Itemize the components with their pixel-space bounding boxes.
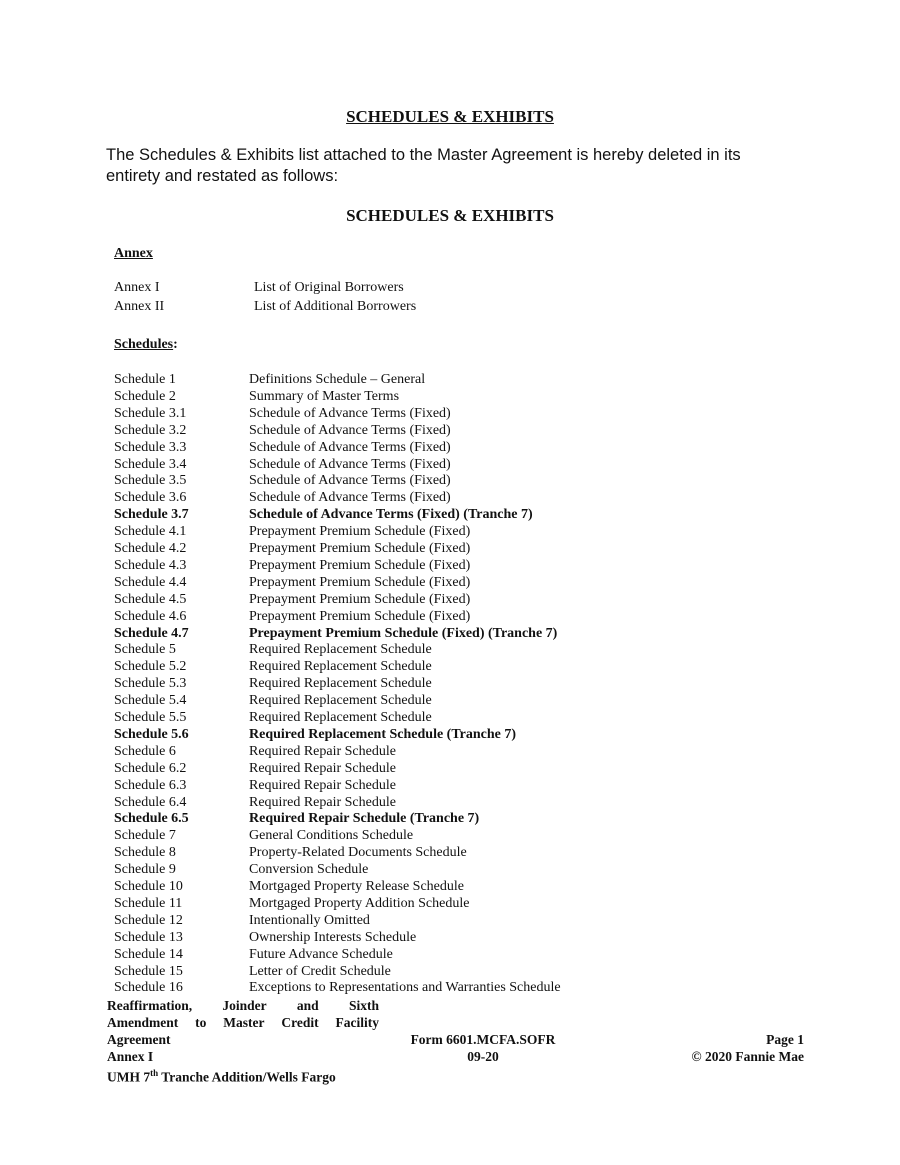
schedule-description: Schedule of Advance Terms (Fixed) <box>249 456 451 472</box>
annex-description: List of Original Borrowers <box>254 280 404 295</box>
schedule-row <box>114 810 479 827</box>
schedule-description: Prepayment Premium Schedule (Fixed) <box>249 574 471 590</box>
schedule-description: Required Replacement Schedule <box>249 659 432 675</box>
schedule-description: Prepayment Premium Schedule (Fixed) <box>249 557 471 573</box>
footer-title-word: Amendment <box>107 1015 179 1030</box>
schedule-description: Required Repair Schedule <box>249 777 396 793</box>
schedule-row <box>114 794 396 811</box>
schedule-label: Schedule 16 <box>114 980 183 996</box>
schedule-label: Schedule 6.2 <box>114 760 187 776</box>
footer-page-number: Page 1 <box>766 1032 804 1047</box>
schedule-label: Schedule 6 <box>114 743 176 759</box>
footer-title-word: Facility <box>335 1015 379 1030</box>
schedule-row <box>114 979 561 996</box>
schedule-row <box>114 641 432 658</box>
schedule-label: Schedule 12 <box>114 912 183 928</box>
schedule-label: Schedule 3.2 <box>114 422 187 438</box>
schedule-description: Required Replacement Schedule <box>249 710 432 725</box>
footer-title-word: Reaffirmation, <box>107 998 193 1013</box>
schedule-label: Schedule 3.6 <box>114 490 187 506</box>
schedule-description: Mortgaged Property Addition Schedule <box>249 895 470 911</box>
schedule-row <box>114 456 451 473</box>
schedule-label: Schedule 6.4 <box>114 794 187 810</box>
footer-title-line-3: Agreement <box>107 1032 171 1047</box>
schedule-row <box>114 405 451 422</box>
schedule-row <box>114 963 391 980</box>
schedule-row <box>114 591 470 608</box>
schedule-row <box>114 371 425 388</box>
schedule-label: Schedule 3.3 <box>114 439 187 455</box>
schedule-description: Conversion Schedule <box>249 862 369 878</box>
schedule-row <box>114 692 432 709</box>
footer-copyright: © 2020 Fannie Mae <box>691 1049 804 1064</box>
schedule-description: Mortgaged Property Release Schedule <box>249 879 464 894</box>
schedule-row <box>114 726 516 743</box>
schedule-description: Schedule of Advance Terms (Fixed) <box>249 422 451 438</box>
schedule-label: Schedule 5.4 <box>114 693 187 709</box>
annex-description: List of Additional Borrowers <box>254 299 417 314</box>
schedule-row <box>114 709 432 726</box>
schedule-row <box>114 895 469 912</box>
schedule-label: Schedule 5.3 <box>114 676 187 692</box>
schedule-description: Future Advance Schedule <box>249 946 393 962</box>
annex-heading: Annex <box>114 246 153 261</box>
footer-title-word: and <box>296 998 319 1013</box>
annex-label: Annex I <box>114 280 160 295</box>
schedule-label: Schedule 10 <box>114 879 183 894</box>
schedule-label: Schedule 6.3 <box>114 777 187 793</box>
schedule-label: Schedule 8 <box>114 845 176 861</box>
schedule-row <box>114 777 396 794</box>
schedule-label: Schedule 5.6 <box>114 726 189 742</box>
schedule-row <box>114 625 557 642</box>
schedule-description: Intentionally Omitted <box>249 912 370 928</box>
schedule-description: Property-Related Documents Schedule <box>249 845 467 861</box>
schedules-heading-text: Schedules <box>114 337 174 352</box>
schedule-description: Schedule of Advance Terms (Fixed) <box>249 473 451 489</box>
footer-tranche-sup: th <box>150 1068 159 1078</box>
schedule-description: Prepayment Premium Schedule (Fixed) <box>249 541 471 556</box>
footer-tranche-prefix: UMH 7 <box>107 1069 151 1085</box>
footer-title-word: Master <box>223 1015 265 1030</box>
schedule-label: Schedule 1 <box>114 372 176 387</box>
schedule-row <box>114 760 396 777</box>
section-title: SCHEDULES & EXHIBITS <box>346 206 554 225</box>
footer-document-title <box>107 997 379 1086</box>
schedule-label: Schedule 3.5 <box>114 473 187 489</box>
schedule-row <box>114 506 533 523</box>
schedule-label: Schedule 3.7 <box>114 507 189 523</box>
schedules-heading-colon: : <box>173 337 178 352</box>
intro-paragraph: The Schedules & Exhibits list attached to the Master Agreement is hereby deleted in its entirety and restated as follows: <box>106 146 741 185</box>
schedule-row <box>114 472 451 489</box>
footer-page-info <box>660 1031 804 1065</box>
footer-title-word: to <box>195 1015 207 1030</box>
schedule-label: Schedule 3.4 <box>114 456 187 472</box>
schedule-label: Schedule 2 <box>114 388 176 404</box>
footer-title-word: Joinder <box>222 998 267 1013</box>
footer-form-number: Form 6601.MCFA.SOFR <box>410 1032 556 1047</box>
schedule-row <box>114 523 470 540</box>
schedule-row <box>114 912 370 929</box>
schedule-description: Required Replacement Schedule <box>249 676 432 692</box>
schedule-label: Schedule 5.2 <box>114 659 187 675</box>
annex-label: Annex II <box>114 299 165 314</box>
footer-form-info <box>403 1031 563 1065</box>
schedule-label: Schedule 4.1 <box>114 524 187 540</box>
schedule-description: Prepayment Premium Schedule (Fixed) <box>249 608 471 624</box>
schedule-description: Required Repair Schedule (Tranche 7) <box>249 811 480 827</box>
schedule-label: Schedule 4.6 <box>114 608 187 624</box>
schedule-row <box>114 844 467 861</box>
schedule-description: Required Repair Schedule <box>249 794 396 810</box>
schedule-row <box>114 489 451 506</box>
schedule-description: Schedule of Advance Terms (Fixed) (Tranche 7) <box>249 507 533 523</box>
schedule-row <box>114 675 432 692</box>
schedule-row <box>114 658 432 675</box>
schedule-row <box>114 743 396 760</box>
footer-title-word: Credit <box>281 1015 319 1030</box>
schedule-row <box>114 861 368 878</box>
footer-annex: Annex I <box>107 1049 154 1064</box>
schedule-row <box>114 574 470 591</box>
schedule-label: Schedule 6.5 <box>114 811 189 827</box>
footer-tranche-suffix: Tranche Addition/Wells Fargo <box>158 1069 336 1085</box>
schedule-row <box>114 422 451 439</box>
schedule-label: Schedule 4.4 <box>114 574 187 590</box>
footer-title-word: Sixth <box>348 998 379 1013</box>
schedule-row <box>114 878 464 895</box>
schedule-description: Required Replacement Schedule (Tranche 7) <box>249 726 517 742</box>
footer-title-line-2 <box>107 1014 379 1031</box>
schedule-label: Schedule 4.3 <box>114 557 187 573</box>
schedule-label: Schedule 13 <box>114 929 183 945</box>
schedule-description: Required Repair Schedule <box>249 743 396 759</box>
schedule-row <box>114 540 470 557</box>
schedule-label: Schedule 5 <box>114 642 176 658</box>
schedule-row <box>114 608 470 625</box>
schedule-label: Schedule 11 <box>114 895 183 911</box>
schedule-description: Prepayment Premium Schedule (Fixed) <box>249 591 471 607</box>
schedule-description: Schedule of Advance Terms (Fixed) <box>249 490 451 506</box>
schedule-row <box>114 929 416 946</box>
schedule-label: Schedule 5.5 <box>114 710 187 725</box>
schedules-heading <box>114 337 178 353</box>
schedule-description: Summary of Master Terms <box>249 388 400 404</box>
schedule-label: Schedule 7 <box>114 828 176 844</box>
schedule-label: Schedule 14 <box>114 946 183 962</box>
schedule-label: Schedule 15 <box>114 963 183 979</box>
schedule-description: General Conditions Schedule <box>249 828 414 844</box>
schedule-row <box>114 557 470 574</box>
annex-row <box>114 279 404 296</box>
schedule-description: Definitions Schedule – General <box>249 372 426 387</box>
schedule-description: Required Replacement Schedule <box>249 642 432 658</box>
schedule-description: Ownership Interests Schedule <box>249 929 417 945</box>
schedule-row <box>114 388 399 405</box>
annex-row <box>114 298 416 315</box>
schedule-description: Schedule of Advance Terms (Fixed) <box>249 405 451 421</box>
schedule-description: Required Repair Schedule <box>249 760 396 776</box>
schedule-description: Exceptions to Representations and Warranties Schedule <box>249 980 561 996</box>
footer-tranche-line <box>107 1065 379 1086</box>
schedule-row <box>114 827 413 844</box>
schedule-label: Schedule 4.7 <box>114 625 189 641</box>
schedule-description: Prepayment Premium Schedule (Fixed) (Tranche 7) <box>249 625 558 641</box>
schedule-description: Schedule of Advance Terms (Fixed) <box>249 439 451 455</box>
schedule-label: Schedule 4.5 <box>114 591 187 607</box>
footer-title-line-1 <box>107 997 379 1014</box>
schedule-label: Schedule 4.2 <box>114 541 187 556</box>
schedule-label: Schedule 9 <box>114 862 176 878</box>
schedule-row <box>114 946 393 963</box>
schedule-label: Schedule 3.1 <box>114 405 187 421</box>
page-title: SCHEDULES & EXHIBITS <box>346 107 554 126</box>
schedule-description: Prepayment Premium Schedule (Fixed) <box>249 524 471 540</box>
footer-date-code: 09-20 <box>467 1049 499 1064</box>
schedule-row <box>114 439 451 456</box>
schedule-description: Required Replacement Schedule <box>249 693 432 709</box>
schedule-description: Letter of Credit Schedule <box>249 963 391 979</box>
